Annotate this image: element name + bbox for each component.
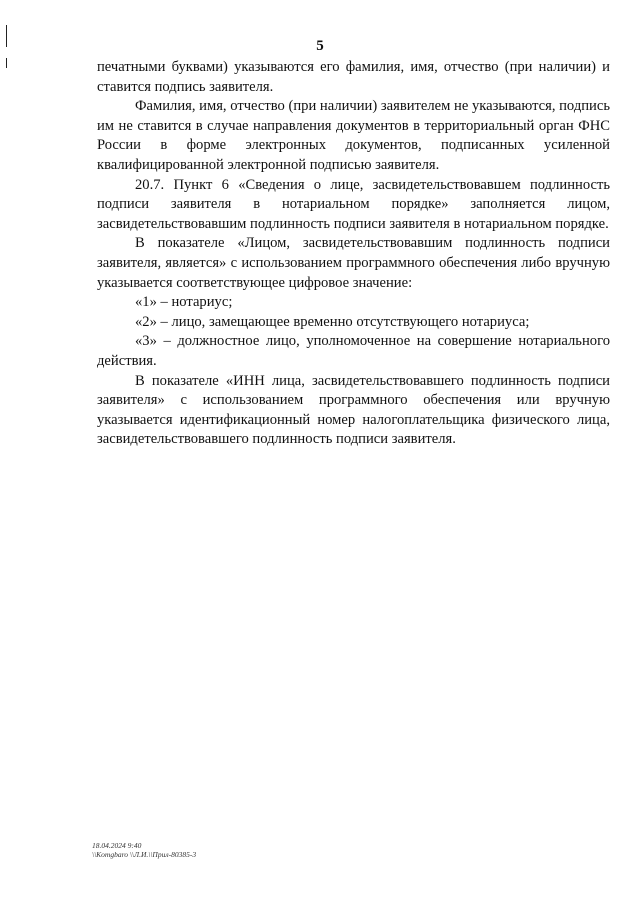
list-item: «1» – нотариус; (135, 294, 233, 311)
paragraph: Фамилия, имя, отчество (при наличии) заявителем не указываются, подпись им не ставится в случае направления документов в территориальный орган ФНС России в форме электронных документов, подписанных усиленной квалифицированной электронной подписью заявителя. (97, 98, 610, 173)
scan-edge-mark (6, 58, 7, 68)
list-item: «2» – лицо, замещающее временно отсутствующего нотариуса; (135, 313, 530, 330)
paragraph: В показателе «Лицом, засвидетельствовавшим подлинность подписи заявителя, является» с использованием программного обеспечения либо вручную указывается соответствующее цифровое значение: (97, 235, 610, 291)
paragraph: В показателе «ИНН лица, засвидетельствовавшего подлинность подписи заявителя» с использованием программного обеспечения или вручную указывается идентификационный номер налогоплательщика физического лица, засвидетельствовавшего подлинность подписи заявителя. (97, 372, 610, 448)
footer-timestamp: 18.04.2024 9:40 (92, 841, 142, 850)
page-number: 5 (316, 38, 324, 54)
paragraph: 20.7. Пункт 6 «Сведения о лице, засвидетельствовавшем подлинность подписи заявителя в нотариальном порядке» заполняется лицом, засвидетельствовавшим подлинность подписи заявителя в нотариальном порядке. (97, 176, 610, 232)
document-body (97, 58, 610, 450)
list-item: «3» – должностное лицо, уполномоченное на совершение нотариального действия. (97, 333, 610, 369)
paragraph: печатными буквами) указываются его фамилия, имя, отчество (при наличии) и ставится подпись заявителя. (97, 59, 610, 95)
footer-file-path: \\Komgbaro \\Л.И.\\Прил-80385-3 (92, 850, 197, 859)
document-footer (92, 841, 196, 859)
